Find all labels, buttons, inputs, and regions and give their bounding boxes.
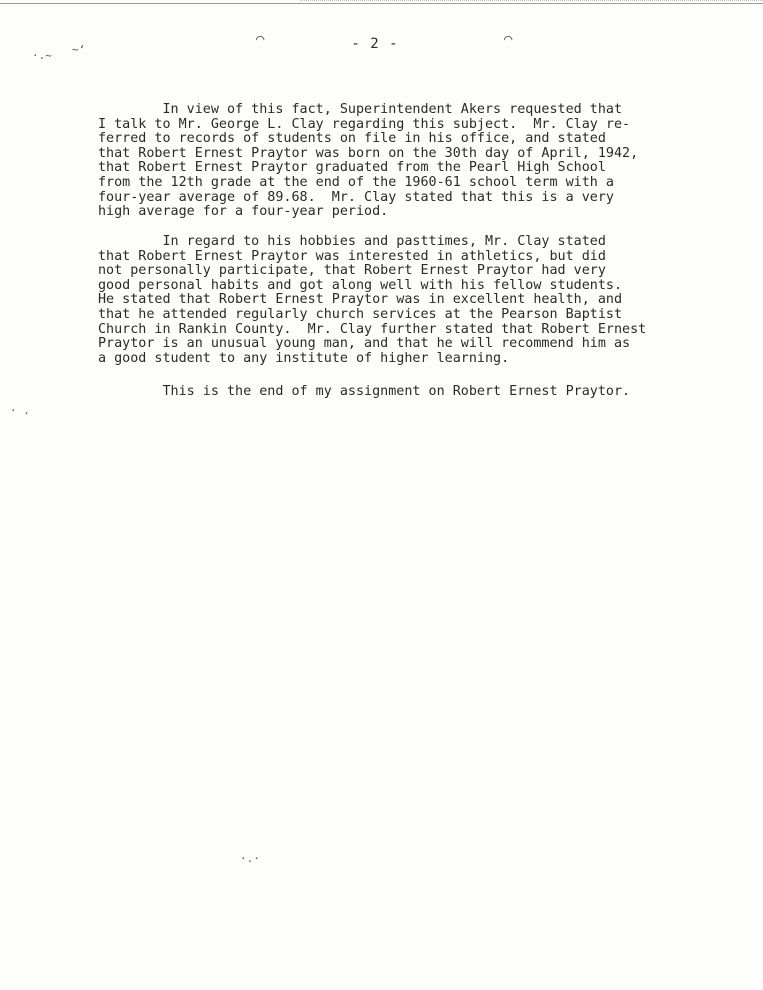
text-line: from the 12th grade at the end of the 1960-61 school term with a (98, 174, 614, 190)
scan-speck-icon: ·.· (240, 852, 260, 865)
text-line: ferred to records of students on file in his office, and stated (98, 131, 606, 147)
scan-speck-icon: ~‘ (72, 43, 86, 56)
text-line: that he attended regularly church services at the Pearson Baptist (98, 306, 623, 322)
scan-speck-icon: ⌒ (256, 31, 265, 47)
text-line: that Robert Ernest Praytor was interested in athletics, but did (98, 248, 606, 264)
text-line: not personally participate, that Robert Ernest Praytor had very (98, 263, 606, 279)
text-line: four-year average of 89.68. Mr. Clay stated that this is a very (98, 189, 614, 205)
paragraph-1 (98, 103, 718, 220)
paragraph-3 (98, 385, 718, 400)
scan-speck-icon: ·.~ (32, 49, 52, 62)
text-line: Church in Rankin County. Mr. Clay further stated that Robert Ernest (98, 321, 647, 337)
scan-speck-icon: · . (10, 404, 30, 417)
text-line: I talk to Mr. George L. Clay regarding this subject. Mr. Clay re- (98, 116, 631, 132)
text-line: In view of this fact, Superintendent Akers requested that (98, 102, 623, 117)
text-line: good personal habits and got along well with his fellow students. (98, 277, 623, 293)
text-line: that Robert Ernest Praytor graduated from the Pearl High School (98, 160, 606, 176)
text-line: Praytor is an unusual young man, and that he will recommend him as (98, 336, 631, 352)
text-line: that Robert Ernest Praytor was born on the 30th day of April, 1942, (98, 145, 639, 161)
top-border-line (0, 3, 763, 4)
text-line: This is the end of my assignment on Robert Ernest Praytor. (98, 384, 631, 399)
text-line: high average for a four-year period. (98, 204, 389, 220)
paragraph-2 (98, 235, 718, 366)
top-dotted-line (300, 0, 763, 1)
text-line: In regard to his hobbies and pasttimes, Mr. Clay stated (98, 234, 606, 249)
text-line: He stated that Robert Ernest Praytor was in excellent health, and (98, 292, 623, 308)
text-line: a good student to any institute of higher learning. (98, 350, 510, 366)
scan-speck-icon: ⌒ (504, 31, 513, 47)
page-number: - 2 - (351, 36, 399, 52)
